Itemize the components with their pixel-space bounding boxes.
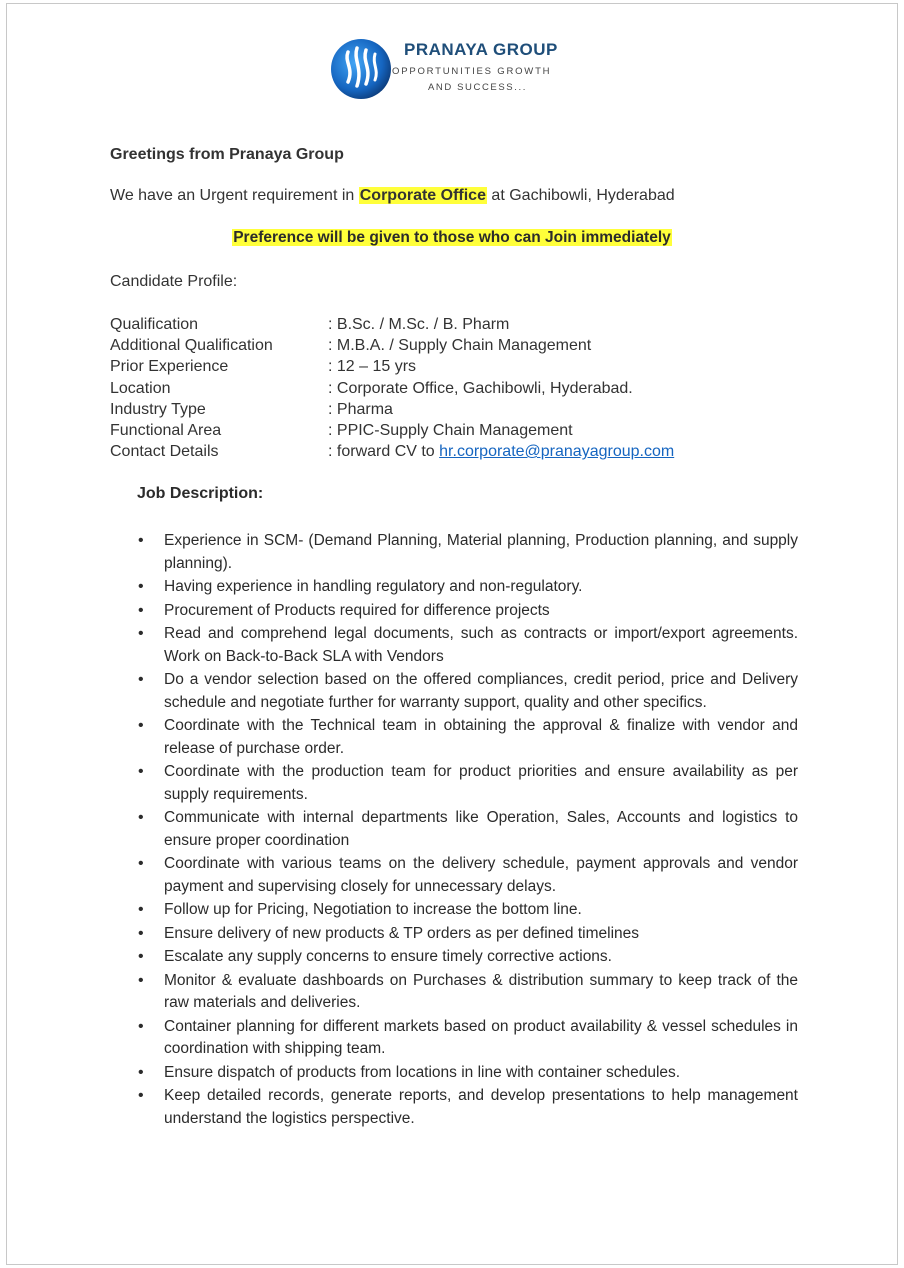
- email-link[interactable]: hr.corporate@pranayagroup.com: [439, 443, 675, 461]
- profile-value: : M.B.A. / Supply Chain Management: [328, 337, 592, 355]
- company-logo: [330, 38, 590, 102]
- list-item: • Escalate any supply concerns to ensure timely corrective actions.: [136, 946, 798, 969]
- profile-row: [110, 356, 674, 377]
- list-item: • Follow up for Pricing, Negotiation to increase the bottom line.: [136, 899, 798, 922]
- profile-key: Prior Experience: [110, 358, 229, 376]
- list-item: • Coordinate with the Technical team in obtaining the approval & finalize with vendor and release of purchase order.: [136, 715, 798, 760]
- contact-prefix: : forward CV to: [328, 443, 440, 461]
- list-item: • Communicate with internal departments like Operation, Sales, Accounts and logistics to ensure proper coordination: [136, 807, 798, 852]
- profile-key: Functional Area: [110, 421, 222, 439]
- list-item: • Container planning for different markets based on product availability & vessel schedules in coordination with shipping team.: [136, 1016, 798, 1061]
- tagline-line-1: OPPORTUNITIES GROWTH: [392, 66, 552, 77]
- list-item: • Experience in SCM- (Demand Planning, Material planning, Production planning, and supply planning).: [136, 530, 798, 575]
- list-item: • Coordinate with various teams on the delivery schedule, payment approvals and vendor payment and supervising closely for unnecessary delays.: [136, 853, 798, 898]
- greeting: Greetings from Pranaya Group: [110, 146, 344, 163]
- profile-row: [110, 420, 674, 441]
- tagline-line-2: AND SUCCESS...: [428, 82, 527, 93]
- brand-name: PRANAYA GROUP: [404, 40, 558, 59]
- profile-value: : Pharma: [328, 400, 393, 418]
- profile-value: : PPIC-Supply Chain Management: [328, 421, 573, 439]
- profile-table: [110, 314, 674, 462]
- preference-highlight: Preference will be given to those who can Join immediately: [233, 229, 671, 246]
- profile-value: : 12 – 15 yrs: [328, 358, 417, 376]
- profile-key: Additional Qualification: [110, 337, 273, 355]
- profile-key: Industry Type: [110, 400, 206, 418]
- requirement-suffix: at Gachibowli, Hyderabad: [486, 187, 675, 204]
- list-item: • Procurement of Products required for difference projects: [136, 600, 798, 623]
- profile-key: Qualification: [110, 316, 199, 333]
- list-item: • Read and comprehend legal documents, such as contracts or import/export agreements. Work on Back-to-Back SLA with Vendors: [136, 623, 798, 668]
- list-item: • Do a vendor selection based on the offered compliances, credit period, price and Delivery schedule and negotiate further for warranty support, quality and other specifics.: [136, 669, 798, 714]
- profile-value: : Corporate Office, Gachibowli, Hyderabad.: [328, 379, 633, 397]
- job-description-list: [136, 530, 798, 1131]
- list-item: • Ensure delivery of new products & TP orders as per defined timelines: [136, 923, 798, 946]
- candidate-profile-heading: Candidate Profile:: [110, 273, 238, 290]
- list-item: • Coordinate with the production team for product priorities and ensure availability as per supply requirements.: [136, 761, 798, 806]
- profile-row: [110, 441, 674, 462]
- pranaya-logo-icon: [330, 38, 392, 100]
- profile-key: Contact Details: [110, 443, 219, 461]
- profile-row: [110, 314, 674, 335]
- requirement-highlight: Corporate Office: [359, 187, 486, 204]
- requirement-line: [110, 187, 675, 205]
- profile-value: : B.Sc. / M.Sc. / B. Pharm: [328, 316, 510, 333]
- requirement-prefix: We have an Urgent requirement in: [110, 187, 359, 204]
- list-item: • Ensure dispatch of products from locations in line with container schedules.: [136, 1062, 798, 1085]
- profile-row: [110, 378, 674, 399]
- profile-key: Location: [110, 379, 171, 397]
- profile-value: [328, 441, 674, 462]
- preference-note: [0, 229, 904, 247]
- list-item: • Having experience in handling regulatory and non-regulatory.: [136, 576, 798, 599]
- list-item: • Monitor & evaluate dashboards on Purchases & distribution summary to keep track of the raw materials and deliveries.: [136, 970, 798, 1015]
- job-description-heading: Job Description:: [137, 485, 264, 502]
- profile-row: [110, 335, 674, 356]
- profile-row: [110, 399, 674, 420]
- list-item: • Keep detailed records, generate reports, and develop presentations to help management understand the logistics perspective.: [136, 1085, 798, 1130]
